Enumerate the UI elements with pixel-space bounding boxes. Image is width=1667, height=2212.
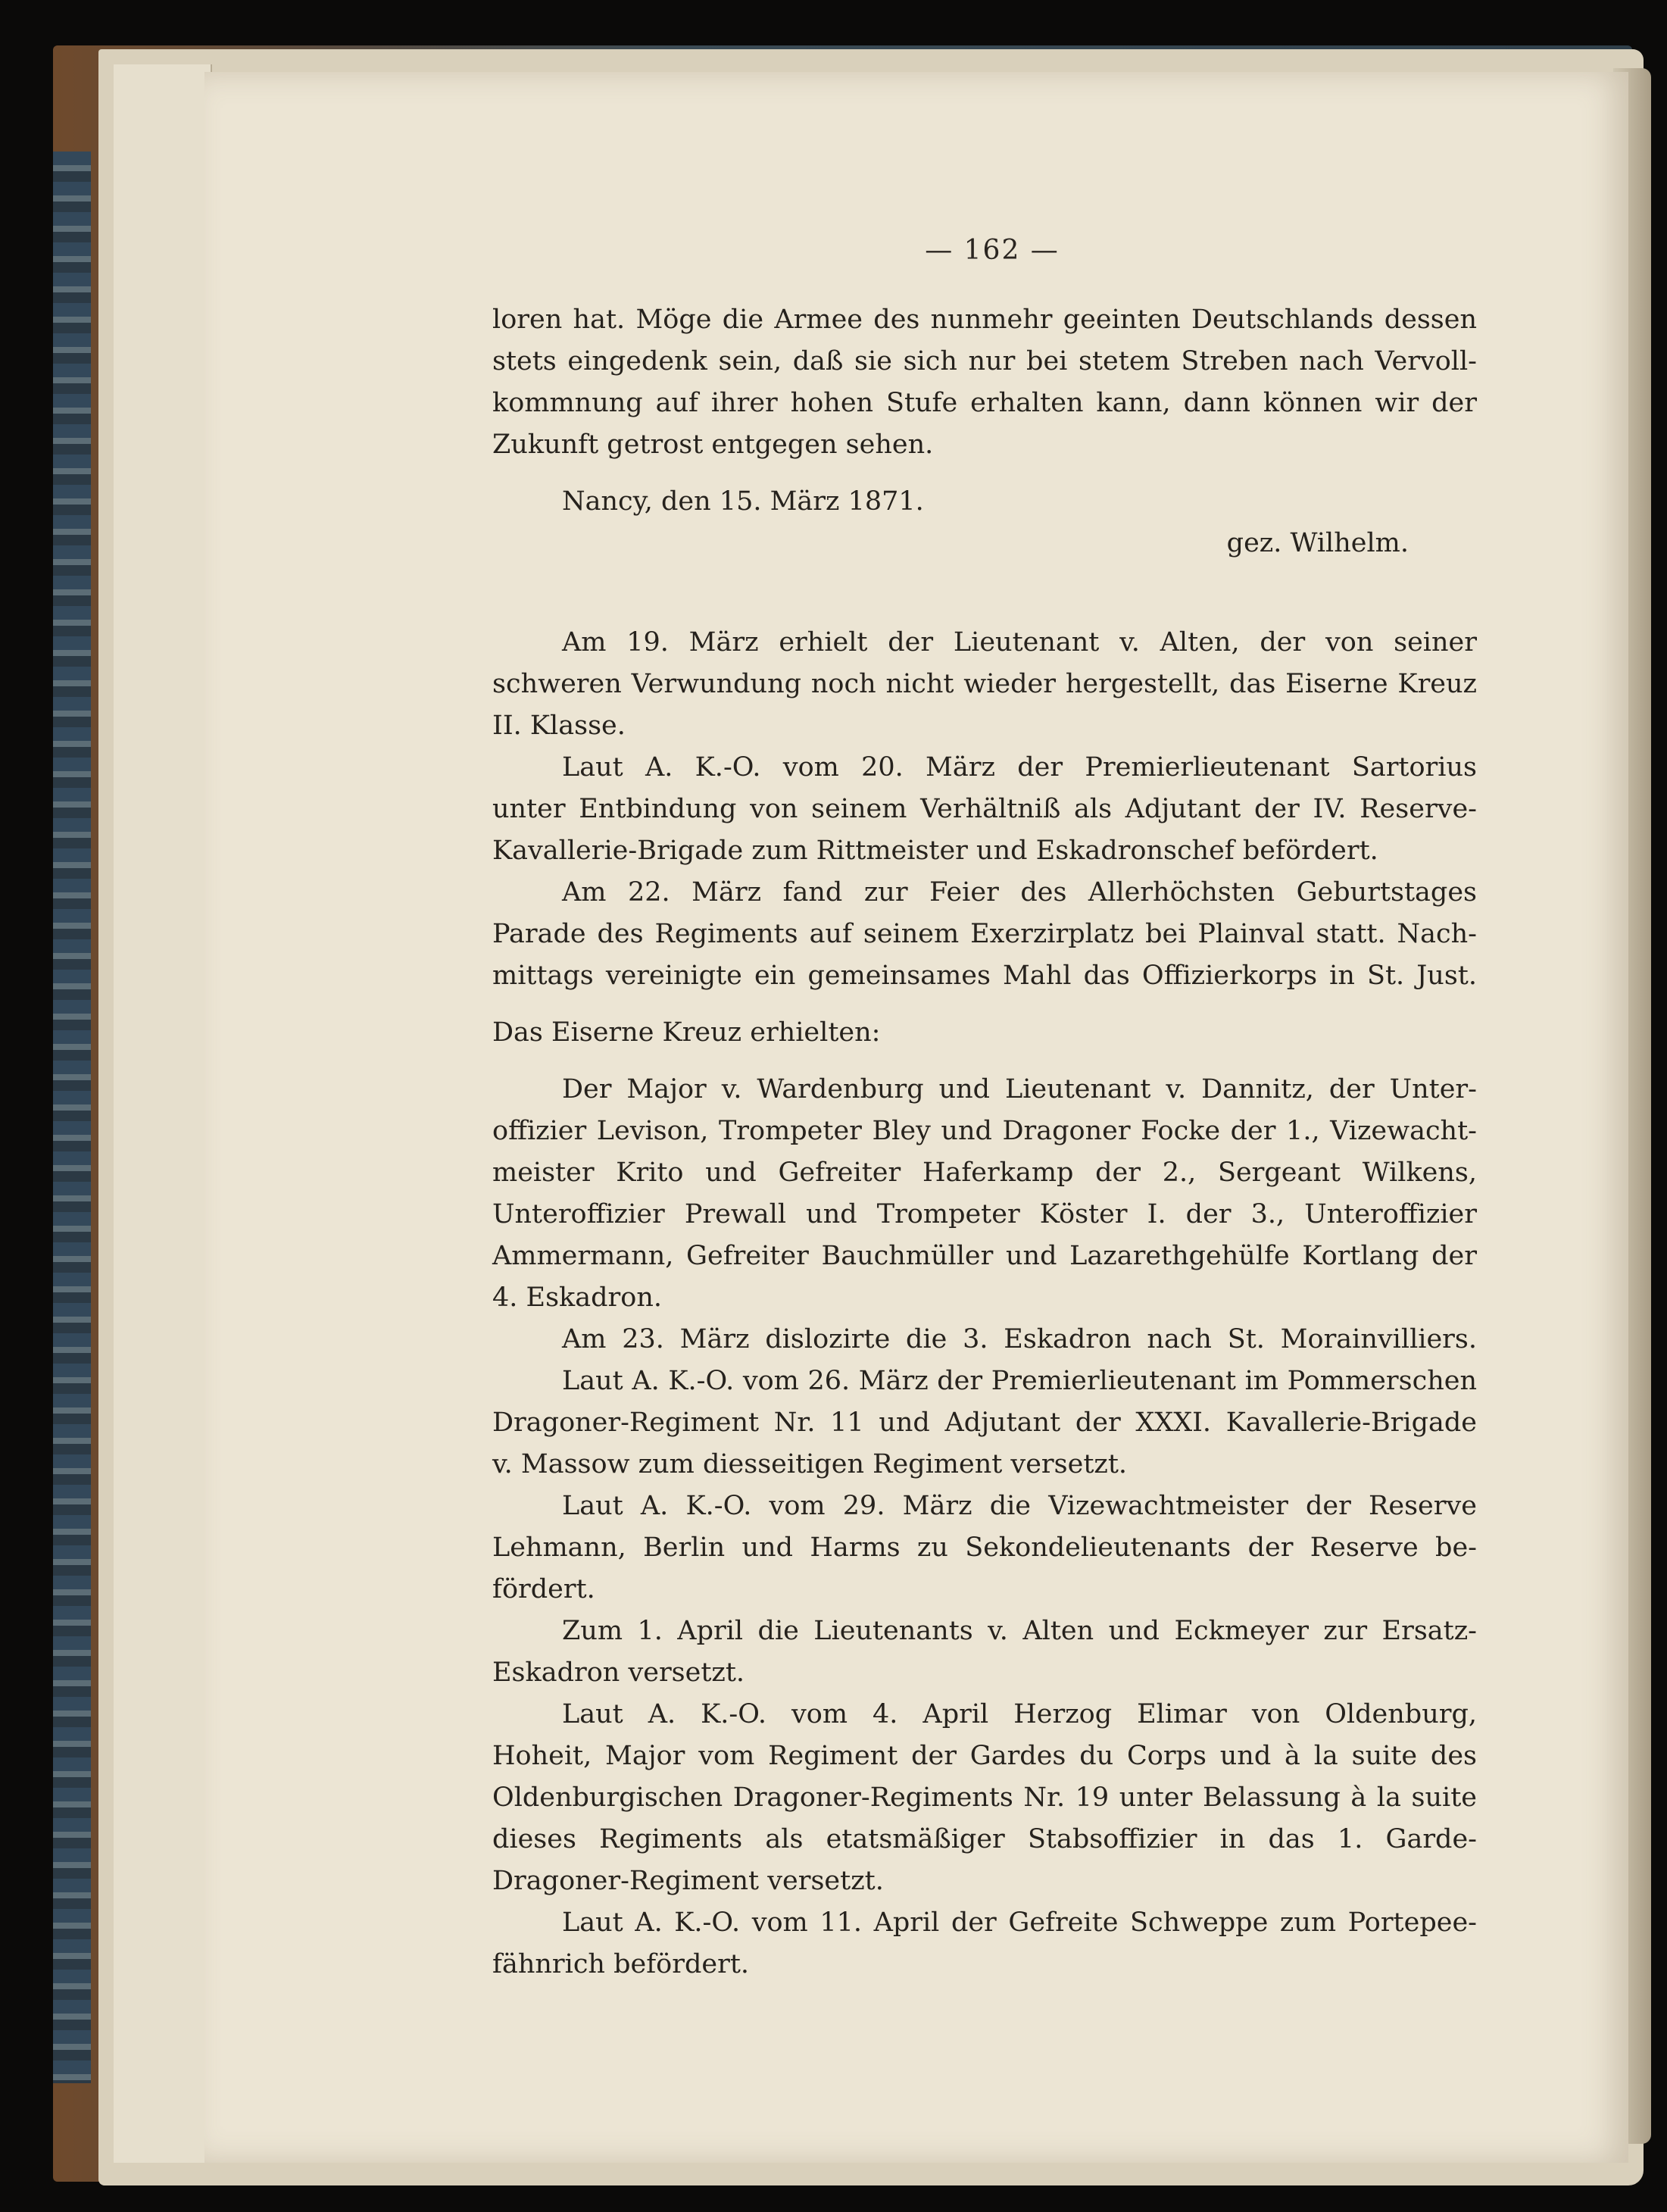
text-line: Der Major v. Wardenburg und Lieutenant v. Dannitz, der Unter- [562,1074,1477,1104]
text-line: loren hat. Möge die Armee des nunmehr geeinten Deutschlands dessen [492,305,1477,335]
text-line: II. Klasse. [492,711,626,741]
text-line: Unteroffizier Prewall und Trompeter Köster I. der 3., Unteroffizier [492,1199,1477,1229]
text-line: dieses Regiments als etatsmäßiger Stabsoffizier in das 1. Garde- [492,1824,1477,1854]
text-line: mittags vereinigte ein gemeinsames Mahl das Offizierkorps in St. Just. [492,961,1477,991]
text-line: fördert. [492,1574,595,1604]
page-text [492,299,1477,1985]
text-line: v. Massow zum diesseitigen Regiment versetzt. [492,1449,1128,1479]
text-line: Ammermann, Gefreiter Bauchmüller und Lazarethgehülfe Kortlang der [492,1241,1477,1271]
text-line: Am 22. März fand zur Feier des Allerhöchsten Geburtstages [562,877,1477,908]
text-line: Am 19. März erhielt der Lieutenant v. Alten, der von seiner [562,627,1477,658]
text-line: Zum 1. April die Lieutenants v. Alten und Eckmeyer zur Ersatz- [562,1616,1477,1646]
text-line: unter Entbindung von seinem Verhältniß als Adjutant der IV. Reserve- [492,794,1477,824]
text-line: Lehmann, Berlin und Harms zu Sekondelieutenants der Reserve be- [492,1532,1477,1563]
text-line: Laut A. K.-O. vom 29. März die Vizewachtmeister der Reserve [562,1491,1477,1521]
text-line: Parade des Regiments auf seinem Exerzirplatz bei Plainval statt. Nach- [492,919,1477,949]
text-line: Kavallerie-Brigade zum Rittmeister und Eskadronschef befördert. [492,836,1378,866]
text-line: kommnung auf ihrer hohen Stufe erhalten kann, dann können wir der [492,388,1477,418]
text-line: Laut A. K.-O. vom 11. April der Gefreite Schweppe zum Portepee- [562,1907,1477,1938]
signature: gez. Wilhelm. [1226,528,1409,558]
text-line: fähnrich befördert. [492,1949,750,1979]
dateline: Nancy, den 15. März 1871. [562,486,924,517]
text-line: offizier Levison, Trompeter Bley und Dragoner Focke der 1., Vizewacht- [492,1116,1477,1146]
text-line: Oldenburgischen Dragoner-Regiments Nr. 19 unter Belassung à la suite [492,1782,1477,1813]
text-line: Zukunft getrost entgegen sehen. [492,430,934,460]
text-line: Das Eiserne Kreuz erhielten: [492,1017,881,1048]
text-line: Dragoner-Regiment Nr. 11 und Adjutant der XXXI. Kavallerie-Brigade [492,1407,1477,1438]
text-line: 4. Eskadron. [492,1283,662,1313]
text-line: Hoheit, Major vom Regiment der Gardes du Corps und à la suite des [492,1741,1477,1771]
text-line: stets eingedenk sein, daß sie sich nur bei stetem Streben nach Vervoll- [492,346,1477,376]
marbled-edge [53,152,91,2083]
text-line: Laut A. K.-O. vom 20. März der Premierlieutenant Sartorius [562,752,1477,783]
text-line: Laut A. K.-O. vom 4. April Herzog Elimar von Oldenburg, [562,1699,1477,1729]
text-line: Dragoner-Regiment versetzt. [492,1866,884,1896]
text-line: Eskadron versetzt. [492,1657,745,1688]
text-line: Am 23. März dislozirte die 3. Eskadron nach St. Morainvilliers. [562,1324,1477,1354]
text-line: meister Krito und Gefreiter Haferkamp der 2., Sergeant Wilkens, [492,1158,1477,1188]
text-line: schweren Verwundung noch nicht wieder hergestellt, das Eiserne Kreuz [492,669,1477,699]
text-line: Laut A. K.-O. vom 26. März der Premierlieutenant im Pommerschen [562,1366,1477,1396]
page-number: — 162 — [925,235,1060,266]
